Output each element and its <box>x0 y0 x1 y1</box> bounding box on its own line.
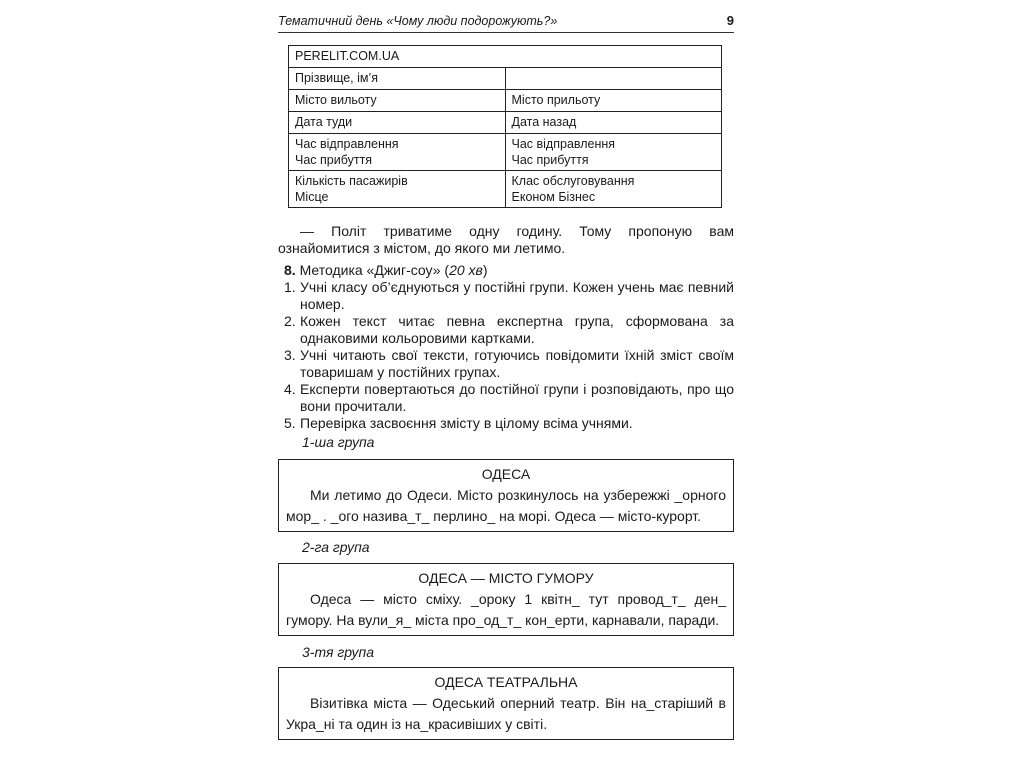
table-cell <box>289 171 506 208</box>
watermark-cell: PERELIT.COM.UA <box>289 46 722 68</box>
step-number: 5. <box>284 415 296 431</box>
table-row <box>289 46 722 68</box>
table-cell: Місто прильоту <box>505 90 722 112</box>
method-heading <box>284 262 734 279</box>
list-item <box>284 313 734 347</box>
method-time: 20 хв <box>449 262 483 278</box>
table-cell: Дата туди <box>289 112 506 134</box>
step-text: Учні читають свої тексти, готуючись повідомити їхній зміст своїм товаришам у постійних групах. <box>300 347 734 380</box>
list-item <box>284 381 734 415</box>
table-row <box>289 90 722 112</box>
table-cell: Дата назад <box>505 112 722 134</box>
boarding-form-table <box>288 45 722 208</box>
running-title: Тематичний день «Чому люди подорожують?» <box>278 14 558 28</box>
step-text: Перевірка засвоєння змісту в цілому всіма учнями. <box>300 415 633 431</box>
method-number: 8. <box>284 262 296 278</box>
cell-line: Місце <box>295 190 329 204</box>
table-row <box>289 112 722 134</box>
cell-line: Час прибуття <box>511 153 589 167</box>
intro-paragraph: — Політ триватиме одну годину. Тому пропоную вам ознайомитися з містом, до якого ми летимо. <box>278 223 734 256</box>
step-number: 1. <box>284 279 296 295</box>
cell-line: Кількість пасажирів <box>295 174 408 188</box>
cell-line: Час прибуття <box>295 153 373 167</box>
table-row <box>289 134 722 171</box>
step-number: 4. <box>284 381 296 397</box>
table-row <box>289 171 722 208</box>
cell-line: Економ Бізнес <box>511 190 596 204</box>
step-text: Учні класу об’єднуються у постійні групи. Кожен учень має певний номер. <box>300 279 734 312</box>
box-title: ОДЕСА — МІСТО ГУМОРУ <box>418 570 594 586</box>
table-row <box>289 68 722 90</box>
box-title: ОДЕСА ТЕАТРАЛЬНА <box>434 674 578 690</box>
box-text: Одеса — місто сміху. _ороку 1 квітн_ тут провод_т_ ден_ гумору. На вули_я_ міста про_од_т_ кон_ерти, карнавали, паради. <box>286 591 726 628</box>
cell-line: Час відправлення <box>511 137 616 151</box>
table-cell: Прізвище, ім’я <box>289 68 506 90</box>
list-item <box>284 347 734 381</box>
box-text: Візитівка міста — Одеський оперний театр. Він на_старіший в Укра_ні та один із на_красивіших у світі. <box>286 695 726 732</box>
step-text: Кожен текст читає певна експертна група, сформована за однаковими кольоровими картками. <box>300 313 734 346</box>
method-close: ) <box>482 262 488 278</box>
page-header <box>278 12 734 33</box>
table-cell: Місто вильоту <box>289 90 506 112</box>
cell-line: Клас обслуговування <box>511 174 635 188</box>
box-title: ОДЕСА <box>481 466 531 482</box>
list-item <box>284 279 734 313</box>
step-number: 3. <box>284 347 296 363</box>
method-text: Методика «Джиг-соу» ( <box>299 262 450 278</box>
group-label: 1-ша група <box>302 434 375 450</box>
table-cell <box>289 134 506 171</box>
table-cell <box>505 171 722 208</box>
steps-list <box>284 279 734 432</box>
text-box-group-3 <box>278 667 734 740</box>
page-number: 9 <box>726 13 734 28</box>
group-label: 2-га група <box>302 539 370 555</box>
step-number: 2. <box>284 313 296 329</box>
table-cell <box>505 134 722 171</box>
text-box-group-1 <box>278 459 734 532</box>
text-box-group-2 <box>278 563 734 636</box>
list-item <box>284 415 734 432</box>
table-cell <box>505 68 722 90</box>
box-text: Ми летимо до Одеси. Місто розкинулось на узбережжі _орного мор_ . _ого назива_т_ перлино_ на морі. Одеса — місто-курорт. <box>286 487 726 524</box>
cell-line: Час відправлення <box>295 137 399 151</box>
group-label: 3-тя група <box>302 644 375 660</box>
step-text: Експерти повертаються до постійної групи і розповідають, про що вони прочитали. <box>300 381 734 414</box>
